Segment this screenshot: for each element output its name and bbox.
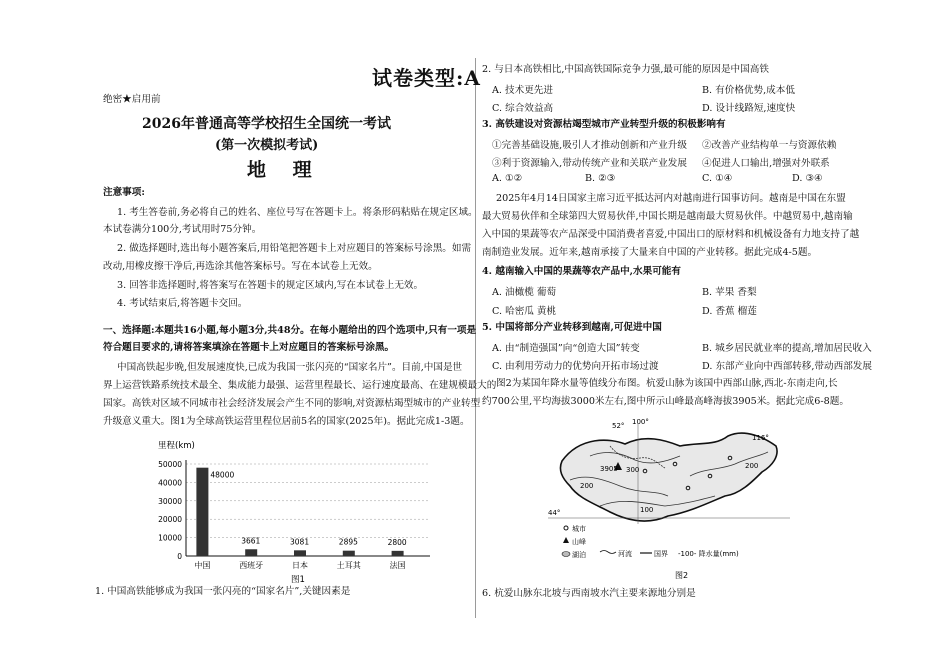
passage-line: 约700公里,平均海拔3000米左右,图中所示山峰最高峰海拔3905米。据此完成6-8题。 <box>482 396 849 407</box>
paper-type: 试卷类型:A <box>372 66 481 90</box>
legend-lake: 湖泊 <box>572 551 586 559</box>
rail-mileage-chart <box>140 436 440 586</box>
q4-option-a: A. 油橄榄 葡萄 <box>492 287 557 298</box>
q3-option-b: B. ②③ <box>585 173 616 184</box>
bar <box>343 551 355 556</box>
peak-label: 3905 <box>600 465 618 473</box>
y-tick-label: 10000 <box>158 533 182 543</box>
legend-peak: 山峰 <box>572 538 586 546</box>
q3-option-c: C. ①④ <box>702 173 733 184</box>
y-tick-label: 50000 <box>158 460 182 469</box>
question-4-stem: 4. 越南输入中国的果蔬等农产品中,水果可能有 <box>482 266 681 277</box>
notice-line: 4. 考试结束后,将答题卡交回。 <box>117 298 248 309</box>
notice-line: 改动,用橡皮擦干净后,再选涂其他答案标号。写在本试卷上无效。 <box>103 261 378 272</box>
passage-line: 入中国的果蔬等农产品深受中国消费者喜爱,中国出口的原材料和机械设备有力地支持了越 <box>482 229 860 240</box>
chart-ylabel: 里程(km) <box>158 441 195 451</box>
x-tick-label: 西班牙 <box>239 561 264 570</box>
q5-option-a: A. 由“制造强国”向“创造大国”转变 <box>492 343 640 354</box>
bar <box>392 551 404 556</box>
q2-option-c: C. 综合效益高 <box>492 103 554 114</box>
legend-city-icon <box>564 526 568 530</box>
iso-label-100: 100 <box>640 506 654 514</box>
country-outline <box>560 433 777 521</box>
secret-label: 绝密★启用前 <box>103 94 161 105</box>
y-tick-label: 0 <box>177 552 182 561</box>
q3-statement-1: ①完善基础设施,吸引人才推动创新和产业升级 <box>492 140 687 151</box>
lat-label-52: 52° <box>612 422 625 430</box>
legend-iso: -100- 降水量(mm) <box>678 550 739 558</box>
q3-statement-2: ②改善产业结构单一与资源依赖 <box>702 140 837 151</box>
passage-line: 国家。高铁对区域不同城市社会经济发展会产生不同的影响,对资源枯竭型城市的产业转型 <box>103 398 481 409</box>
q4-option-c: C. 哈密瓜 黄桃 <box>492 306 557 317</box>
q4-option-b: B. 苹果 香梨 <box>702 287 757 298</box>
section-heading: 符合题目要求的,请将答案填涂在答题卡上对应题目的答案标号涂黑。 <box>103 342 395 353</box>
iso-label-200-east: 200 <box>745 462 759 470</box>
iso-label-200: 200 <box>580 482 594 490</box>
question-1: 1. 中国高铁能够成为我国一张闪亮的“国家名片”,关键因素是 <box>95 586 351 597</box>
question-5-stem: 5. 中国将部分产业转移到越南,可促进中国 <box>482 322 662 333</box>
passage-line: 升级意义重大。图1为全球高铁运营里程位居前5名的国家(2025年)。据此完成1-3题。 <box>103 416 470 427</box>
precipitation-map <box>540 416 800 584</box>
legend-border: 国界 <box>654 550 668 558</box>
x-tick-label: 法国 <box>389 561 406 570</box>
q3-statement-3: ③利于资源输入,带动传统产业和关联产业发展 <box>492 158 687 169</box>
notice-heading: 注意事项: <box>103 187 145 198</box>
q5-option-b: B. 城乡居民就业率的提高,增加居民收入 <box>702 343 872 354</box>
passage-line: 中国高铁起步晚,但发展速度快,已成为我国一张闪亮的“国家名片”。目前,中国是世 <box>117 362 463 373</box>
passage-line: 界上运营铁路系统技术最全、集成能力最强、运营里程最长、运行速度最高、在建规模最大的 <box>103 380 497 391</box>
q2-option-a: A. 技术更先进 <box>492 85 553 96</box>
notice-line: 本试卷满分100分,考试用时75分钟。 <box>103 224 262 235</box>
subject-title: 地 理 <box>247 159 322 181</box>
x-tick-label: 中国 <box>194 561 211 570</box>
y-tick-label: 20000 <box>158 515 182 525</box>
q3-statement-4: ④促进人口输出,增强对外联系 <box>702 158 830 169</box>
column-divider <box>475 58 476 618</box>
q5-option-c: C. 由利用劳动力的优势向开拓市场过渡 <box>492 361 659 372</box>
legend-river-icon <box>600 551 616 554</box>
question-3-stem: 3. 高铁建设对资源枯竭型城市产业转型升级的积极影响有 <box>482 119 726 130</box>
bar <box>245 549 257 556</box>
iso-label-300: 300 <box>626 466 640 474</box>
y-tick-label: 30000 <box>158 496 182 506</box>
notice-line: 3. 回答非选择题时,将答案写在答题卡的规定区域内,写在本试卷上无效。 <box>117 280 424 291</box>
bar-value-label: 48000 <box>210 470 235 480</box>
lat-label-44: 44° <box>548 509 561 517</box>
lon-label-116: 116° <box>752 434 769 442</box>
x-tick-label: 土耳其 <box>336 561 361 570</box>
chart-title: 图1 <box>291 575 305 585</box>
q3-option-d: D. ③④ <box>792 173 823 184</box>
legend-lake-icon <box>562 552 570 557</box>
header-band <box>0 0 950 42</box>
q3-option-a: A. ①② <box>492 173 523 184</box>
map-caption: 图2 <box>675 571 689 580</box>
bar-value-label: 2800 <box>387 537 407 547</box>
notice-line: 1. 考生答卷前,务必将自己的姓名、座位号写在答题卡上。将条形码粘贴在规定区域。 <box>117 207 478 218</box>
exam-subtitle: (第一次模拟考试) <box>215 138 319 153</box>
q4-option-d: D. 香蕉 榴莲 <box>702 306 757 317</box>
passage-line: 图2为某国年降水量等值线分布图。杭爱山脉为该国中西部山脉,西北-东南走向,长 <box>496 378 838 389</box>
bar <box>294 550 306 556</box>
y-tick-label: 40000 <box>158 478 182 488</box>
exam-title: 2026年普通高等学校招生全国统一考试 <box>142 116 391 132</box>
legend-peak-icon <box>563 537 569 543</box>
q2-option-b: B. 有价格优势,成本低 <box>702 85 795 96</box>
passage-line: 最大贸易伙伴和全球第四大贸易伙伴,中国长期是越南最大贸易伙伴。中越贸易中,越南输 <box>482 211 853 222</box>
lon-label-100: 100° <box>632 418 649 426</box>
notice-line: 2. 做选择题时,选出每小题答案后,用铅笔把答题卡上对应题目的答案标号涂黑。如需 <box>117 243 472 254</box>
q5-option-d: D. 东部产业向中西部转移,带动西部发展 <box>702 361 872 372</box>
x-tick-label: 日本 <box>292 561 308 570</box>
passage-line: 南制造业发展。近年来,越南承接了大量来自中国的产业转移。据此完成4-5题。 <box>482 247 818 258</box>
legend-river: 河流 <box>618 550 632 558</box>
question-6: 6. 杭爱山脉东北坡与西南坡水汽主要来源地分别是 <box>482 588 696 599</box>
section-heading: 一、选择题:本题共16小题,每小题3分,共48分。在每小题给出的四个选项中,只有一项是 <box>103 325 477 336</box>
passage-line: 2025年4月14日国家主席习近平抵达河内对越南进行国事访问。越南是中国在东盟 <box>496 193 846 204</box>
bar-value-label: 2895 <box>338 537 358 547</box>
question-2-stem: 2. 与日本高铁相比,中国高铁国际竞争力强,最可能的原因是中国高铁 <box>482 64 769 75</box>
q2-option-d: D. 设计线路短,速度快 <box>702 103 796 114</box>
bar-value-label: 3661 <box>241 536 261 546</box>
bar <box>196 468 208 556</box>
legend-city: 城市 <box>572 525 586 533</box>
bar-value-label: 3081 <box>290 537 310 547</box>
